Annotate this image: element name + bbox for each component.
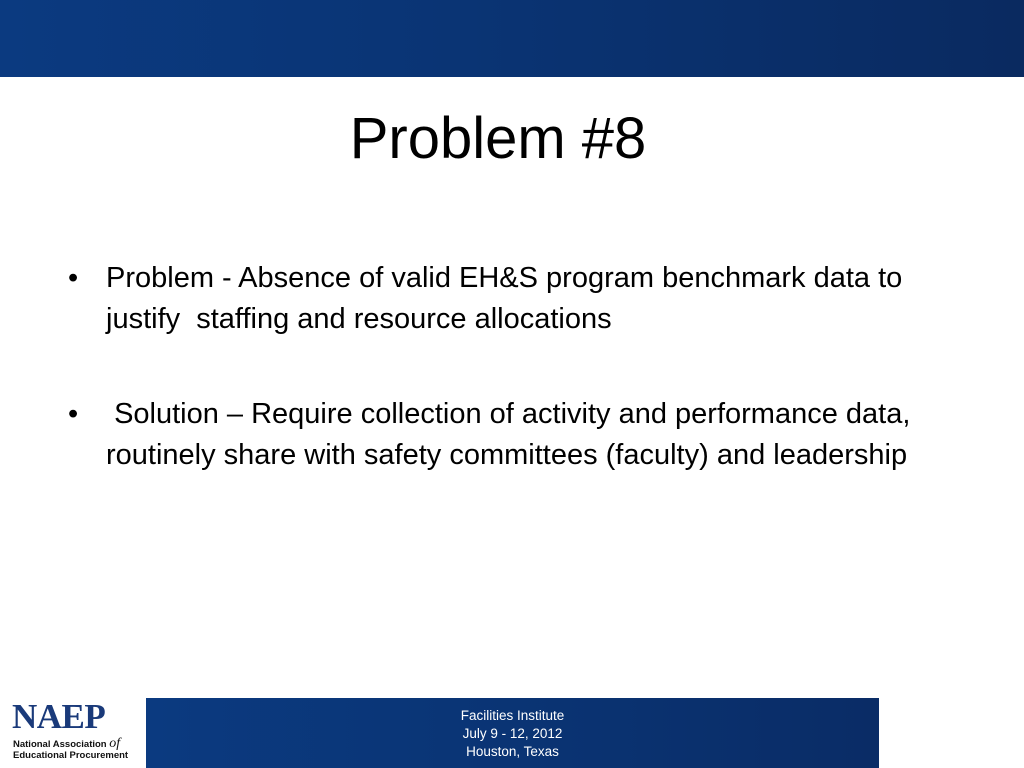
bullet-item-problem	[68, 258, 958, 340]
naep-fullname-line1: National Association	[13, 739, 107, 750]
bullet-text: Solution – Require collection of activity and performance data, routinely share with safety committees (faculty) and leadership	[106, 398, 919, 471]
naep-fullname	[13, 738, 128, 761]
footer-event-band	[146, 698, 879, 768]
header-band	[0, 0, 1024, 77]
bullet-marker: •	[68, 398, 79, 430]
bullet-item-solution	[68, 394, 958, 476]
bullet-list	[68, 258, 958, 530]
naep-fullname-line2: Educational Procurement	[13, 750, 129, 761]
footer-event-dates: July 9 - 12, 2012	[462, 726, 563, 741]
slide-title: Problem #8	[349, 106, 647, 171]
naep-fullname-of: of	[109, 736, 121, 751]
naep-logo	[0, 696, 146, 768]
footer-event-location: Houston, Texas	[466, 744, 559, 759]
naep-wordmark: NAEP	[12, 697, 106, 736]
footer-event-name: Facilities Institute	[460, 708, 565, 723]
bullet-text: Problem - Absence of valid EH&S program benchmark data to justify staffing and resource allocations	[106, 262, 911, 335]
bullet-marker: •	[68, 262, 79, 294]
